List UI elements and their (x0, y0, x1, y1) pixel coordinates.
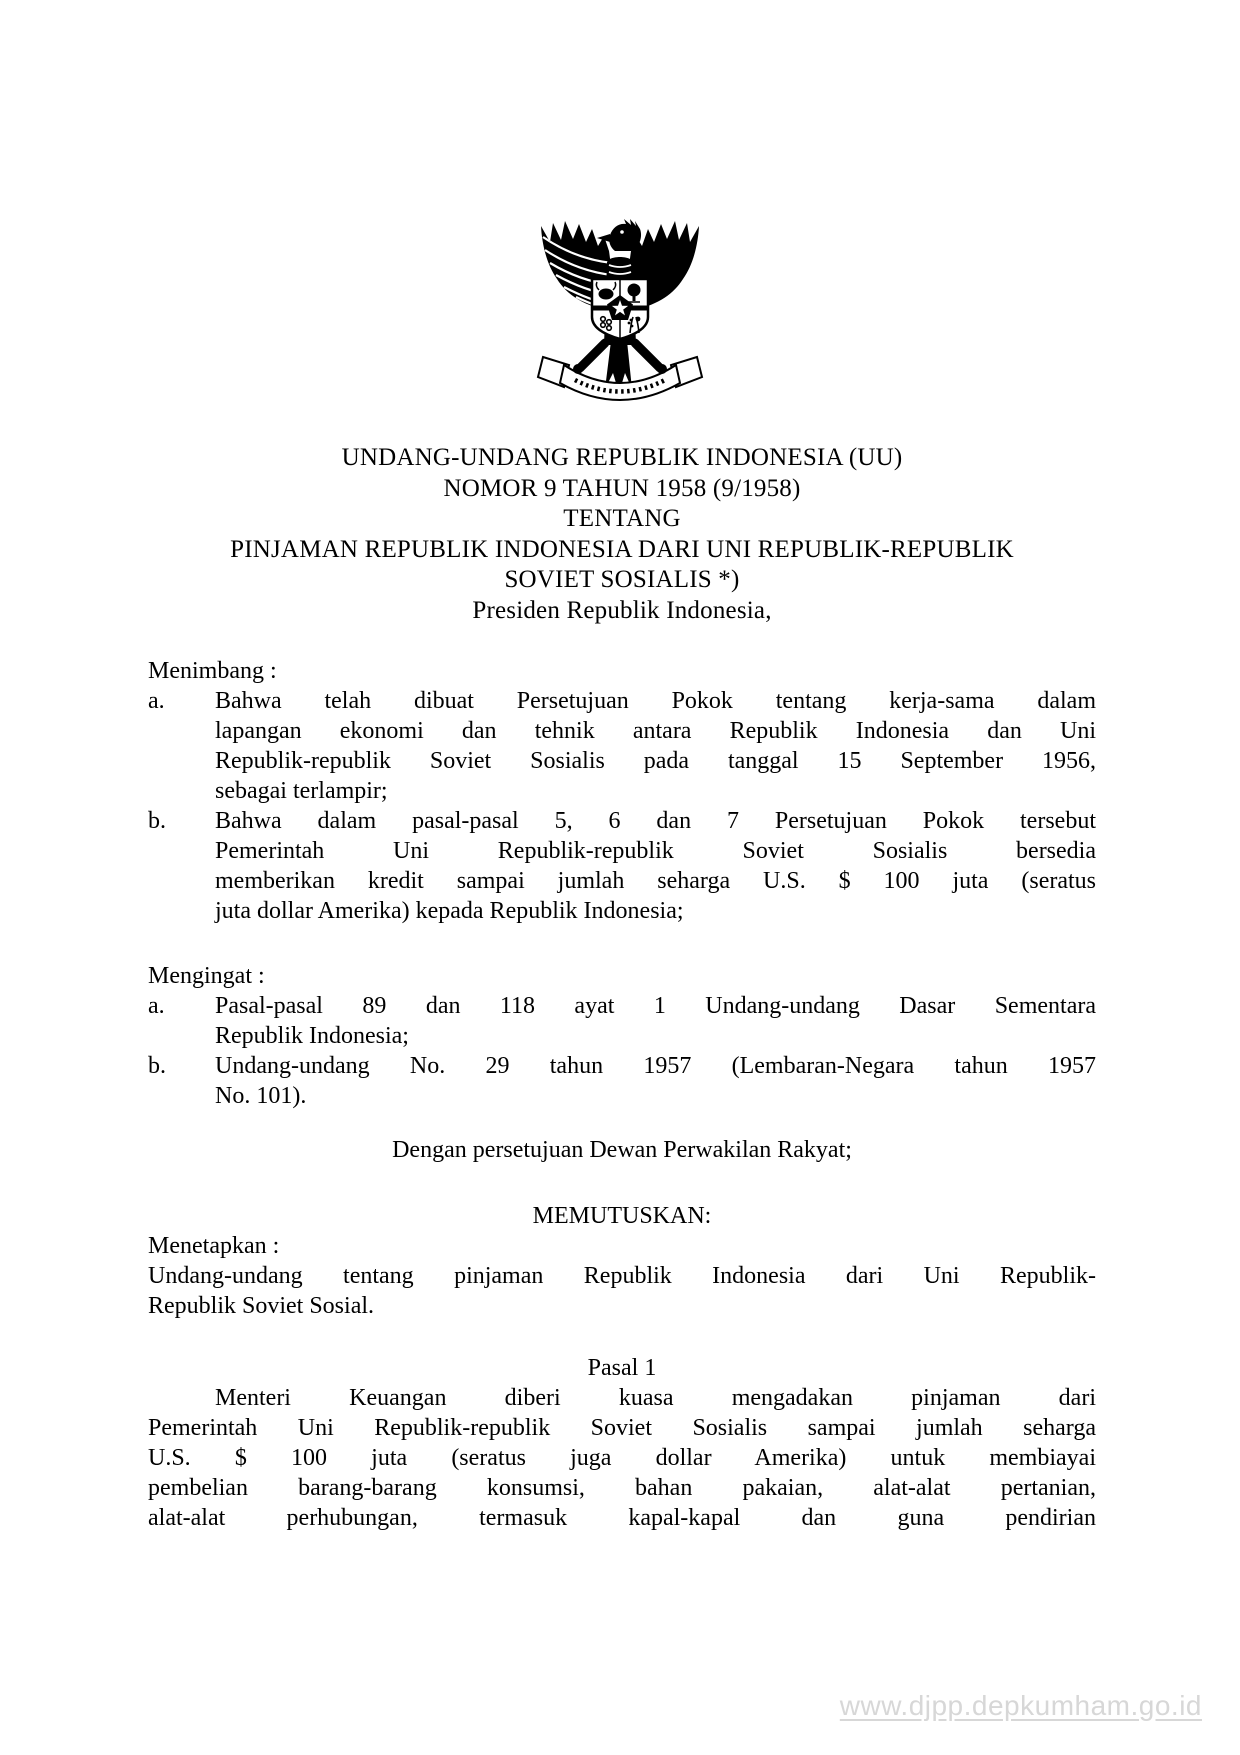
pasal-1-section (148, 1353, 1096, 1533)
menimbang-item-a (148, 686, 1096, 806)
title-line-subject-2: SOVIET SOSIALIS *) (504, 566, 740, 594)
text-line: U.S. $ 100 juta (seratus juga dollar Amerika) untuk membiayai (148, 1445, 1096, 1471)
document-title-block (148, 443, 1096, 627)
text-line: juta dollar Amerika) kepada Republik Indonesia; (215, 898, 684, 924)
item-label: b. (148, 808, 166, 834)
text-line: Pasal-pasal 89 dan 118 ayat 1 Undang-undang Dasar Sementara (215, 993, 1096, 1019)
title-line-tentang: TENTANG (563, 505, 681, 533)
text-line: Bahwa telah dibuat Persetujuan Pokok tentang kerja-sama dalam (215, 688, 1096, 714)
title-line-nomor: NOMOR 9 TAHUN 1958 (9/1958) (443, 474, 801, 502)
mengingat-section (148, 961, 1096, 1111)
text-line: lapangan ekonomi dan tehnik antara Republik Indonesia dan Uni (215, 718, 1096, 744)
title-line-subject-1: PINJAMAN REPUBLIK INDONESIA DARI UNI REPUBLIK-REPUBLIK (230, 535, 1014, 563)
item-label: a. (148, 688, 165, 714)
text-line: Menteri Keuangan diberi kuasa mengadakan pinjaman dari (215, 1385, 1096, 1411)
text-line: Bahwa dalam pasal-pasal 5, 6 dan 7 Persetujuan Pokok tersebut (215, 808, 1096, 834)
text-line: alat-alat perhubungan, termasuk kapal-kapal dan guna pendirian (148, 1505, 1096, 1531)
text-line: Republik Soviet Sosial. (148, 1293, 375, 1319)
text-line: pembelian barang-barang konsumsi, bahan pakaian, alat-alat pertanian, (148, 1475, 1096, 1501)
decision-section (148, 1201, 1096, 1321)
shield (592, 279, 648, 339)
menimbang-item-b (148, 806, 1096, 926)
text-line: Republik-republik Soviet Sosialis pada tanggal 15 September 1956, (215, 748, 1096, 774)
menimbang-heading: Menimbang : (148, 658, 277, 684)
text-line: No. 101). (215, 1083, 307, 1109)
text-line: memberikan kredit sampai jumlah seharga U.S. $ 100 juta (seratus (215, 868, 1096, 894)
menimbang-section (148, 656, 1096, 926)
menetapkan-label: Menetapkan : (148, 1233, 280, 1259)
title-line-presiden: Presiden Republik Indonesia, (472, 596, 772, 624)
mengingat-item-b (148, 1051, 1096, 1111)
mengingat-item-a (148, 991, 1096, 1051)
watermark-url: www.djpp.depkumham.go.id (839, 1690, 1202, 1721)
buffalo-symbol (599, 289, 614, 300)
garuda-pancasila-icon (534, 217, 706, 417)
text-line: sebagai terlampir; (215, 778, 388, 804)
mengingat-heading: Mengingat : (148, 963, 265, 989)
item-label: a. (148, 993, 165, 1019)
text-line: Pemerintah Uni Republik-republik Soviet Sosialis sampai jumlah seharga (148, 1415, 1096, 1441)
text-line: Undang-undang No. 29 tahun 1957 (Lembaran-Negara tahun 1957 (215, 1053, 1096, 1079)
item-label: b. (148, 1053, 166, 1079)
agreement-line: Dengan persetujuan Dewan Perwakilan Rakyat; (392, 1137, 852, 1163)
text-line: Pemerintah Uni Republik-republik Soviet Sosialis bersedia (215, 838, 1096, 864)
title-line-uu: UNDANG-UNDANG REPUBLIK INDONESIA (UU) (341, 444, 903, 471)
memutuskan-heading: MEMUTUSKAN: (532, 1203, 712, 1229)
pasal-1-heading: Pasal 1 (587, 1355, 657, 1381)
garuda-pancasila-emblem (534, 217, 706, 417)
text-line: Republik Indonesia; (215, 1023, 409, 1049)
text-line: Undang-undang tentang pinjaman Republik Indonesia dari Uni Republik- (148, 1263, 1096, 1289)
